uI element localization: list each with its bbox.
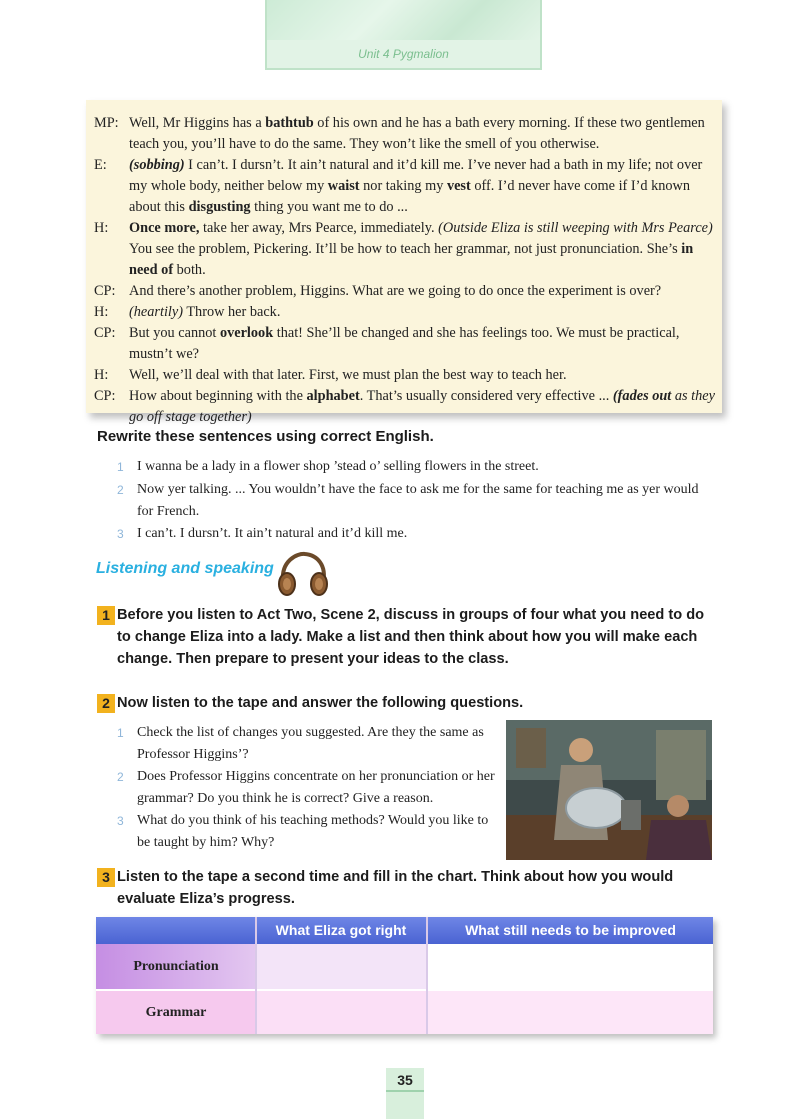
line-text: [129, 155, 719, 218]
page-number-tab: [386, 1068, 424, 1119]
text-run: of his own and he has a bath every morning. If these two gentlemen teach you, you’ll have to do the same. They won’t like the smell of you otherwise.: [129, 115, 705, 152]
text-run: (fades out: [612, 388, 672, 404]
row-label: Pronunciation: [96, 944, 256, 989]
task-1: [97, 604, 717, 674]
unit-header: [265, 0, 542, 70]
task-number: 2: [97, 694, 115, 713]
line-text: [129, 302, 719, 323]
item-text: I can’t. I dursn’t. It ain’t natural and it’d kill me.: [137, 526, 408, 541]
task-text: Now listen to the tape and answer the following questions.: [117, 695, 524, 711]
item-number: 2: [117, 483, 124, 497]
speaker: E:: [94, 157, 107, 173]
item-text: I wanna be a lady in a flower shop ’stead o’ selling flowers in the street.: [137, 459, 539, 474]
speaker: H:: [94, 367, 109, 383]
speaker: MP:: [94, 115, 119, 131]
line-text: [129, 281, 719, 302]
text-run: vest: [446, 178, 471, 194]
line-text: [129, 386, 719, 428]
task-text: Before you listen to Act Two, Scene 2, discuss in groups of four what you need to do to change Eliza into a lady. Make a list and then think about how you will make each change. Then prepare to present your ideas to the class.: [117, 607, 705, 667]
text-run: that! She’ll be changed and she has feelings too. We must be practical, mustn’t we?: [129, 325, 680, 362]
page-number: 35: [397, 1072, 413, 1088]
speaker: H:: [94, 220, 109, 236]
header-band: [267, 0, 540, 40]
text-run: as they go off stage together): [129, 388, 715, 425]
text-run: bathtub: [265, 115, 314, 131]
chart-header-cell: What Eliza got right: [275, 922, 407, 938]
line-text: [129, 323, 719, 365]
text-run: thing you want me to do ...: [250, 199, 408, 215]
task-3: [97, 866, 717, 912]
dialogue-box: [86, 100, 722, 425]
speaker: CP:: [94, 388, 116, 404]
text-run: disgusting: [188, 199, 251, 215]
rewrite-heading: Rewrite these sentences using correct English.: [97, 428, 434, 445]
line-text: [129, 218, 719, 281]
chart-row: [96, 944, 713, 989]
task-text: Listen to the tape a second time and fill in the chart. Think about how you would evaluate Eliza’s progress.: [117, 869, 674, 907]
item-text: Check the list of changes you suggested. Are they the same as Professor Higgins’?: [137, 725, 484, 762]
text-run: alphabet: [306, 388, 360, 404]
item-number: 1: [117, 726, 124, 740]
text-run: And there’s another problem, Higgins. What are we going to do once the experiment is over?: [129, 283, 662, 299]
item-text: Does Professor Higgins concentrate on her pronunciation or her grammar? Do you think he is correct? Give a reason.: [137, 769, 495, 806]
chart-divider: [426, 917, 428, 1034]
section-title: Listening and speaking: [96, 560, 274, 577]
item-number: 3: [117, 814, 124, 828]
rewrite-list: [117, 456, 717, 546]
speaker: H:: [94, 304, 109, 320]
text-run: (Outside Eliza is still weeping with Mrs Pearce): [438, 220, 713, 236]
row-label: Grammar: [96, 991, 256, 1034]
text-run: (sobbing): [129, 157, 185, 173]
speaker: CP:: [94, 283, 116, 299]
text-run: overlook: [219, 325, 274, 341]
line-text: [129, 365, 719, 386]
task-number: 3: [97, 868, 115, 887]
chart-header-cell: What still needs to be improved: [465, 922, 676, 938]
text-run: You see the problem, Pickering. It’ll be how to teach her grammar, not just pronunciation. She’s: [129, 241, 682, 257]
chart-row: [96, 991, 713, 1034]
chart-cell[interactable]: [428, 944, 713, 989]
speaker: CP:: [94, 325, 116, 341]
text-run: I can’t. I dursn’t. It ain’t natural and it’d kill me. I’ve never had a bath in my life; not over my whole body, neither below my: [129, 157, 703, 194]
chart-cell[interactable]: [256, 991, 426, 1034]
text-run: (heartily): [129, 304, 183, 320]
text-run: Well, we’ll deal with that later. First, we must plan the best way to teach her.: [129, 367, 567, 383]
chart-cell[interactable]: [256, 944, 426, 989]
item-number: 2: [117, 770, 124, 784]
text-run: Throw her back.: [183, 304, 281, 320]
item-text: Now yer talking. ... You wouldn’t have the face to ask me for the same for teaching me as yer would for French.: [137, 482, 699, 519]
item-text: What do you think of his teaching methods? Would you like to be taught by him? Why?: [137, 813, 489, 850]
page-number-underline: [386, 1090, 424, 1092]
text-run: Once more,: [129, 220, 200, 236]
text-run: waist: [327, 178, 360, 194]
line-text: [129, 113, 719, 155]
chart-divider: [255, 917, 257, 1034]
text-run: How about beginning with the: [129, 388, 307, 404]
headphones-icon: [275, 551, 331, 597]
questions-list: [117, 722, 502, 857]
chart-cell[interactable]: [428, 991, 713, 1034]
task-2: [97, 692, 697, 716]
text-run: nor taking my: [359, 178, 447, 194]
text-run: take her away, Mrs Pearce, immediately.: [199, 220, 439, 236]
text-run: But you cannot: [129, 325, 220, 341]
text-run: . That’s usually considered very effective ...: [359, 388, 613, 404]
task-number: 1: [97, 606, 115, 625]
progress-chart: [96, 917, 713, 1034]
item-number: 1: [117, 460, 124, 474]
text-run: off. I’d never have come if I’d known about this: [129, 178, 691, 215]
unit-title: Unit 4 Pygmalion: [358, 47, 449, 61]
film-still-image: [506, 720, 712, 860]
item-number: 3: [117, 527, 124, 541]
text-run: both.: [173, 262, 206, 278]
text-run: Well, Mr Higgins has a: [129, 115, 266, 131]
text-run: in need of: [129, 241, 694, 278]
